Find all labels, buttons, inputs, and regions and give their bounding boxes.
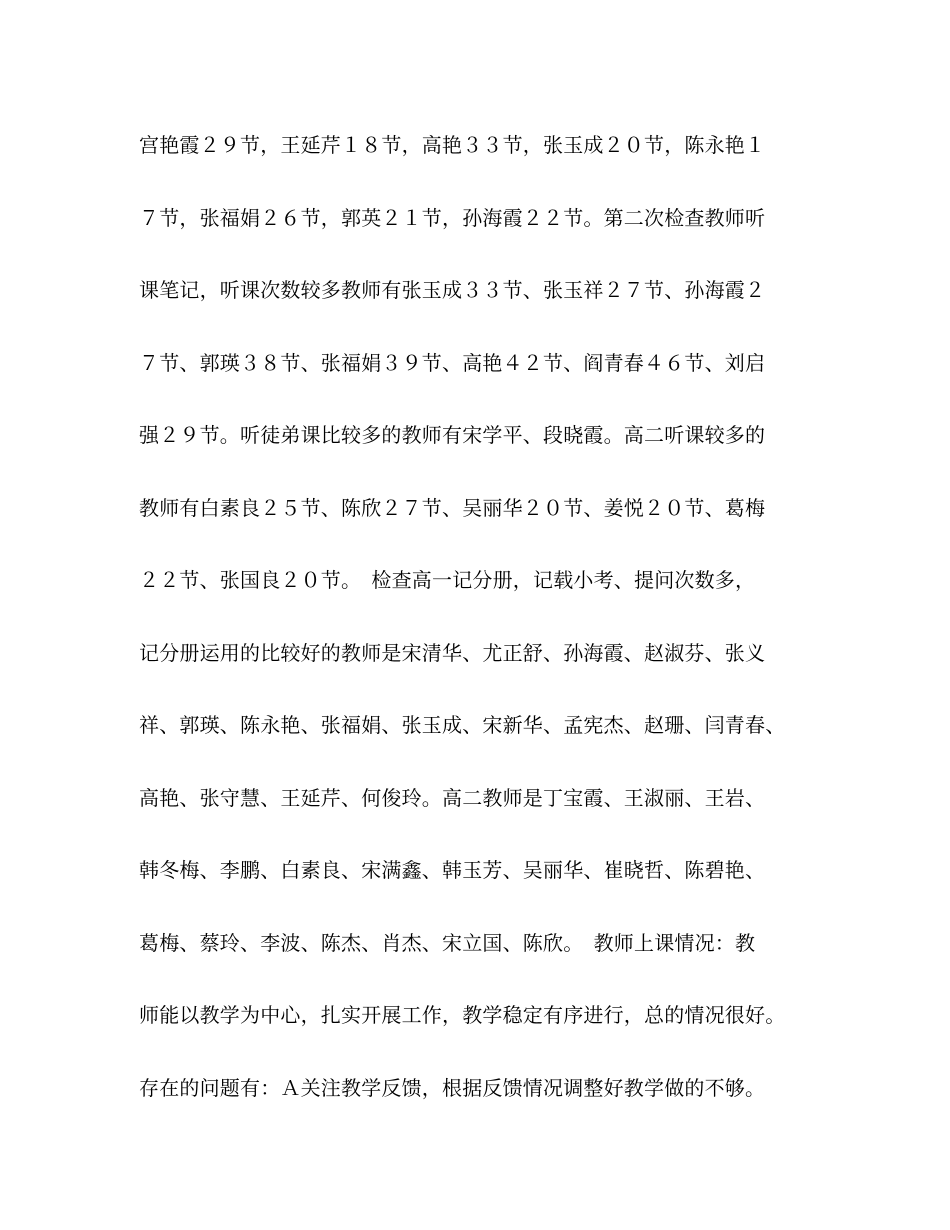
text-line: 韩冬梅、李鹏、白素良、宋满鑫、韩玉芳、吴丽华、崔晓哲、陈碧艳、 — [139, 858, 766, 882]
text-line: 宫艳霞２９节，王延芹１８节，高艳３３节，张玉成２０节，陈永艳１ — [139, 133, 766, 157]
text-line: 葛梅、蔡玲、李波、陈杰、肖杰、宋立国、陈欣。 教师上课情况：教 — [139, 930, 756, 955]
body-text — [139, 120, 839, 1135]
text-line: 课笔记，听课次数较多教师有张玉成３３节、张玉祥２７节、孙海霞２ — [139, 278, 766, 302]
text-line: ２２节、张国良２０节。 检查高一记分册，记载小考、提问次数多， — [139, 568, 756, 592]
text-line: 记分册运用的比较好的教师是宋清华、尤正舒、孙海霞、赵淑芬、张义 — [139, 640, 766, 665]
text-line: 存在的问题有：Ａ关注教学反馈，根据反馈情况调整好教学做的不够。 — [139, 1075, 766, 1100]
text-line: 师能以教学为中心，扎实开展工作，教学稳定有序进行，总的情况很好。 — [139, 1003, 786, 1027]
text-line: 高艳、张守慧、王延芹、何俊玲。高二教师是丁宝霞、王淑丽、王岩、 — [139, 785, 766, 810]
text-line: ７节、郭瑛３８节、张福娟３９节、高艳４２节、阎青春４６节、刘启 — [139, 350, 766, 375]
text-line: ７节，张福娟２６节，郭英２１节，孙海霞２２节。第二次检查教师听 — [139, 205, 766, 230]
text-line: 祥、郭瑛、陈永艳、张福娟、张玉成、宋新华、孟宪杰、赵珊、闫青春、 — [139, 713, 786, 737]
text-line: 强２９节。听徒弟课比较多的教师有宋学平、段晓霞。高二听课较多的 — [139, 423, 766, 447]
text-line: 教师有白素良２５节、陈欣２７节、吴丽华２０节、姜悦２０节、葛梅 — [139, 495, 766, 520]
